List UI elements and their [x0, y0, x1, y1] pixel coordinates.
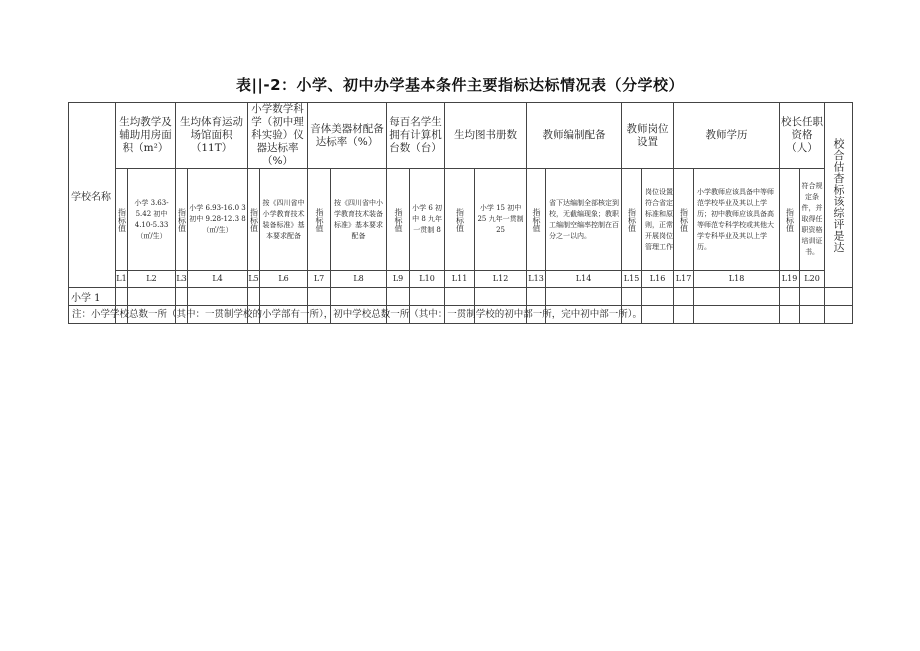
- school-name-cell: 小学 1: [69, 288, 116, 306]
- data-cell: [445, 288, 475, 306]
- data-cell: [694, 288, 780, 306]
- data-cell: [116, 288, 128, 306]
- header-principal-qualification: 校长任职资格（人）: [780, 103, 825, 169]
- header-overall-assessment: 校合估杳标该综评是达: [825, 103, 853, 288]
- column-code: L4: [188, 271, 248, 288]
- data-cell: [780, 288, 800, 306]
- data-cell: [546, 288, 622, 306]
- column-code: L3: [176, 271, 188, 288]
- data-cell: [176, 288, 188, 306]
- indicator-label: 指标值: [455, 207, 465, 232]
- column-code: L18: [694, 271, 780, 288]
- column-code: L6: [260, 271, 308, 288]
- column-code: L14: [546, 271, 622, 288]
- indicator-label: 指标值: [532, 207, 542, 232]
- standard-principal-qualification: 符合规定条件，并取得任职资格培训证书。: [800, 169, 825, 271]
- standard-sports-area: 小学 6.93-16.0 3 初中 9.28-12.3 8（㎡/生）: [188, 169, 248, 271]
- data-cell: [128, 288, 176, 306]
- column-code: L16: [642, 271, 674, 288]
- standard-books: 小学 15 初中 25 九年一贯制 25: [475, 169, 527, 271]
- standard-computers: 小学 6 初中 8 九年一贯制 8: [410, 169, 445, 271]
- page-title: 表||-2：小学、初中办学基本条件主要指标达标情况表（分学校）: [235, 76, 685, 94]
- standards-table: [68, 102, 853, 324]
- indicator-label: 指标值: [785, 207, 795, 232]
- data-cell: [800, 306, 825, 324]
- standard-instrument-rate: 按《四川省中小学教育技术装备标准》基本要求配备: [260, 169, 308, 271]
- data-cell: [387, 288, 410, 306]
- indicator-label: 指标值: [117, 207, 127, 232]
- footnote: 注：小学学校总数一所（其中：一贯制学校的小学部有一所），初中学校总数一所（其中：一贯制学校的初中部一所，完中初中部一所）。: [72, 309, 643, 320]
- column-code: L2: [128, 271, 176, 288]
- column-code: L12: [475, 271, 527, 288]
- data-cell: [800, 288, 825, 306]
- header-teacher-posts: 教师岗位设置: [622, 103, 674, 169]
- header-teacher-education: 教师学历: [674, 103, 780, 169]
- indicator-label: 指标值: [679, 207, 689, 232]
- data-cell: [622, 288, 642, 306]
- column-code: L8: [331, 271, 387, 288]
- column-code: L10: [410, 271, 445, 288]
- data-cell: [642, 288, 674, 306]
- column-code: L7: [308, 271, 331, 288]
- data-cell: [780, 306, 800, 324]
- column-code: L20: [800, 271, 825, 288]
- data-cell: [260, 288, 308, 306]
- column-code: L5: [248, 271, 260, 288]
- header-sports-area: 生均体育运动场馆面积（11T）: [176, 103, 248, 169]
- header-computers: 每百名学生拥有计算机台数（台）: [387, 103, 445, 169]
- column-code: L15: [622, 271, 642, 288]
- school-name-header: 学校名称: [69, 103, 116, 288]
- data-cell: [248, 288, 260, 306]
- data-cell: [642, 306, 674, 324]
- data-cell: [674, 306, 694, 324]
- data-cell: [825, 306, 853, 324]
- header-arts-equipment-rate: 音体美器材配备达标率（%）: [308, 103, 387, 169]
- data-cell: [825, 288, 853, 306]
- standard-teacher-education: 小学教师应该具备中等师范学校毕业及其以上学历；初中教师应该具备高等师范专科学校或其他大学专科毕业及其以上学历。: [694, 169, 780, 271]
- indicator-label: 指标值: [249, 207, 259, 232]
- indicator-label: 指标值: [177, 207, 187, 232]
- indicator-label: 指标值: [394, 207, 404, 232]
- indicator-label: 指标值: [627, 207, 637, 232]
- indicator-label: 指标值: [315, 207, 325, 232]
- data-cell: [331, 288, 387, 306]
- column-code: L13: [527, 271, 546, 288]
- standard-teaching-area: 小学 3.63-5.42 初中 4.10-5.33 （㎡/生）: [128, 169, 176, 271]
- column-code: L1: [116, 271, 128, 288]
- data-cell: [308, 288, 331, 306]
- data-cell: [674, 288, 694, 306]
- column-code: L19: [780, 271, 800, 288]
- standard-teacher-staffing: 省下达编制全部核定到校，无截编现象；教职工编制空编率控制在百分之一以内。: [546, 169, 622, 271]
- data-cell: [694, 306, 780, 324]
- data-cell: [475, 288, 527, 306]
- data-cell: [527, 288, 546, 306]
- header-books: 生均图书册数: [445, 103, 527, 169]
- data-cell: [188, 288, 248, 306]
- column-code: L11: [445, 271, 475, 288]
- data-cell: [410, 288, 445, 306]
- standard-arts-equipment: 按《四川省中小学教育技术装备标准》基本要求配备: [331, 169, 387, 271]
- table-row: [69, 288, 853, 306]
- header-instrument-rate: 小学数学科学（初中理科实验）仪器达标率（%）: [248, 103, 308, 169]
- header-teaching-area: 生均教学及辅助用房面积（m²）: [116, 103, 176, 169]
- standard-teacher-posts: 岗位设置符合省定标准和原则，正常开展岗位管理工作: [642, 169, 674, 271]
- header-teacher-staffing: 教师编制配备: [527, 103, 622, 169]
- column-code: L9: [387, 271, 410, 288]
- column-code: L17: [674, 271, 694, 288]
